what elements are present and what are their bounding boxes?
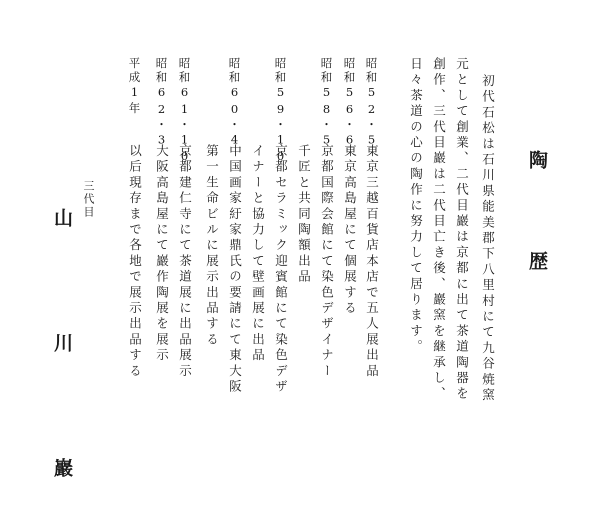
history-text: 京都建仁寺にて茶道展に出品展示 xyxy=(177,144,193,380)
history-text-cont: 第一生命ビルに展示出品する xyxy=(204,144,220,349)
intro-line-4: 日々茶道の心の陶作に努力して居ります。 xyxy=(408,57,424,356)
history-text: 京都セラミック迎賓館にて染色デザ xyxy=(273,144,289,396)
history-text: 大阪高島屋にて巖作陶展を展示 xyxy=(154,144,170,364)
history-text-cont: イナーと協力して壁画展に出品 xyxy=(250,144,266,364)
history-date: 昭和59・10 xyxy=(273,57,288,166)
document-title: 陶 歴 xyxy=(526,150,548,300)
intro-line-2: 元として創業、二代目巖は京都に出て茶道陶器を xyxy=(454,57,470,403)
intro-line-3: 創作、三代目巖は二代目亡き後、巖窯を継承し、 xyxy=(431,57,447,403)
history-text: 京都国際会館にて染色デザイナー xyxy=(319,144,335,380)
history-text: 中国画家紆家鼎氏の要請にて東大阪 xyxy=(227,144,243,396)
history-date: 昭和62・3 xyxy=(154,57,169,150)
signature-generation: 三代目 xyxy=(82,180,95,219)
history-text: 以后現存まで各地で展示出品する xyxy=(127,144,143,380)
history-date: 平成1年 xyxy=(127,57,142,116)
history-text: 東京三越百貨店本店で五人展出品 xyxy=(364,144,380,380)
intro-line-1: 初代石松は石川県能美郡下八里村にて九谷焼窯 xyxy=(480,74,496,404)
history-text-cont: 千匠と共同陶額出品 xyxy=(296,144,312,286)
history-date: 昭和52・5 xyxy=(364,57,379,150)
history-date: 昭和56・6 xyxy=(342,57,357,150)
history-date: 昭和61・10 xyxy=(177,57,192,166)
history-date: 昭和60・4 xyxy=(227,57,242,150)
history-text: 東京高島屋にて個展する xyxy=(342,144,358,317)
signature-name: 山 川 巖 xyxy=(51,208,73,519)
history-date: 昭和58・5 xyxy=(319,57,334,150)
